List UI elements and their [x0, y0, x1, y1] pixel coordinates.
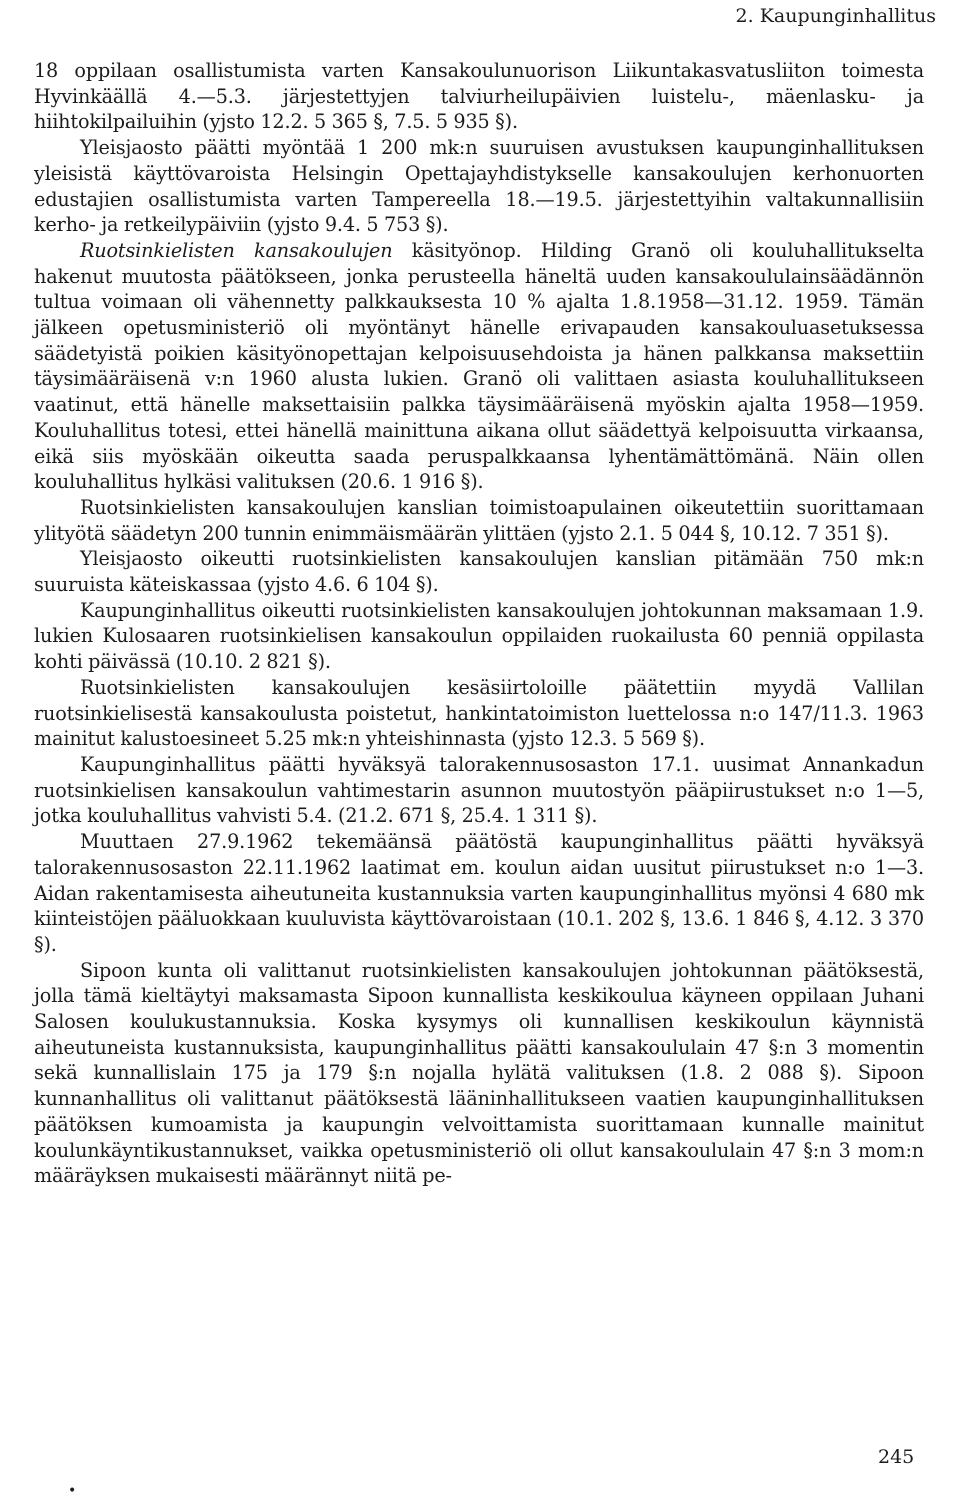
paragraph-7: Ruotsinkielisten kansakoulujen kesäsiirtoloille päätettiin myydä Vallilan ruotsinkielisestä kansakoulusta poistetut, hankintatoimiston luettelossa n:o 147/11.3. 1963 mainitut kalustoesineet 5.25 mk:n yhteishinnasta (yjsto 12.3. 5 569 §).	[34, 675, 924, 751]
paragraph-9: Muuttaen 27.9.1962 tekemäänsä päätöstä kaupunginhallitus päätti hyväksyä talorakennusosaston 22.11.1962 laatimat em. koulun aidan uusitut piirustukset n:o 1—3. Aidan rakentamisesta aiheutuneita kustannuksia varten kaupunginhallitus myönsi 4 680 mk kiinteistöjen pääluokkaan kuuluvista käyttövaroistaan (10.1. 202 §, 13.6. 1 846 §, 4.12. 3 370 §).	[34, 830, 924, 956]
paragraph-5: Yleisjaosto oikeutti ruotsinkielisten kansakoulujen kanslian pitämään 750 mk:n suuruista käteiskassaa (yjsto 4.6. 6 104 §).	[34, 547, 924, 597]
paragraph-3-lead: Ruotsinkielisten kansakoulujen	[80, 238, 393, 262]
body-text	[34, 58, 924, 1189]
paragraph-1: 18 oppilaan osallistumista varten Kansakoulunuorison Liikuntakasvatusliiton toimesta Hyvinkäällä 4.—5.3. järjestettyjen talviurheilupäivien luistelu-, mäenlasku- ja hiihtokilpailuihin (yjsto 12.2. 5 365 §, 7.5. 5 935 §).	[34, 59, 924, 134]
paragraph-4: Ruotsinkielisten kansakoulujen kanslian toimistoapulainen oikeutettiin suorittamaan ylityötä säädetyn 200 tunnin enimmäismäärän ylittäen (yjsto 2.1. 5 044 §, 10.12. 7 351 §).	[34, 495, 924, 545]
paragraph-3-text: käsityönop. Hilding Granö oli kouluhallitukselta hakenut muutosta päätökseen, jonka perusteella häneltä uuden kansakoululainsäädännön tultua voimaan oli vähennetty palkkauksesta 10 % ajalta 1.8.1958—31.12. 1959. Tämän jälkeen opetusministeriö oli myöntänyt hänelle erivapauden kansakouluasetuksessa säädetyistä poikien käsityönopettajan kelpoisuusehdoista ja hänen palkkansa maksettiin täysimääräisenä v:n 1960 alusta lukien. Granö oli valittaen asiasta kouluhallitukseen vaatinut, että hänelle maksettaisiin palkka täysimääräisenä myöskin ajalta 1958—1959. Kouluhallitus totesi, ettei hänellä mainittuna aikana ollut säädettyä kelpoisuutta virkaansa, eikä siis myöskään oikeutta saada peruspalkkaansa lyhentämättömänä. Näin ollen kouluhallitus hylkäsi valituksen (20.6. 1 916 §).	[34, 238, 925, 494]
page-number: 245	[878, 1446, 915, 1468]
footer-mark: •	[68, 1483, 77, 1499]
paragraph-8: Kaupunginhallitus päätti hyväksyä talorakennusosaston 17.1. uusimat Annankadun ruotsinkielisen kansakoulun vahtimestarin asunnon muutostyön pääpiirustukset n:o 1—5, jotka kouluhallitus vahvisti 5.4. (21.2. 671 §, 25.4. 1 311 §).	[34, 752, 924, 828]
paragraph-3	[34, 238, 924, 495]
paragraph-2: Yleisjaosto päätti myöntää 1 200 mk:n suuruisen avustuksen kaupunginhallituksen yleisistä käyttövaroista Helsingin Opettajayhdistykselle kansakoulujen kerhonuorten edustajien osallistumista varten Tampereella 18.—19.5. järjestettyihin valtakunnallisiin kerho- ja retkeilypäiviin (yjsto 9.4. 5 753 §).	[34, 136, 924, 237]
paragraph-6: Kaupunginhallitus oikeutti ruotsinkielisten kansakoulujen johtokunnan maksamaan 1.9. lukien Kulosaaren ruotsinkielisen kansakoulun oppilaiden ruokailusta 60 penniä oppilasta kohti päivässä (10.10. 2 821 §).	[34, 598, 924, 674]
paragraph-10: Sipoon kunta oli valittanut ruotsinkielisten kansakoulujen johtokunnan päätöksestä, jolla tämä kieltäytyi maksamasta Sipoon kunnallista keskikoulua käyneen oppilaan Juhani Salosen koulukustannuksia. Koska kysymys oli kunnallisen keskikoulun käynnistä aiheutuneista kustannuksista, kaupunginhallitus päätti kansakoululain 47 §:n 3 momentin sekä kunnallislain 175 ja 179 §:n nojalla hylätä valituksen (1.8. 2 088 §). Sipoon kunnanhallitus oli valittanut päätöksestä lääninhallitukseen vaatien kaupunginhallituksen päätöksen kumoamista ja kaupungin velvoittamista suorittamaan kunnalle mainitut koulunkäyntikustannukset, vaikka opetusministeriö oli ollut kansakoululain 47 §:n 3 mom:n määräyksen mukaisesti määrännyt niitä pe-	[34, 958, 924, 1188]
running-header: 2. Kaupunginhallitus	[735, 5, 936, 27]
